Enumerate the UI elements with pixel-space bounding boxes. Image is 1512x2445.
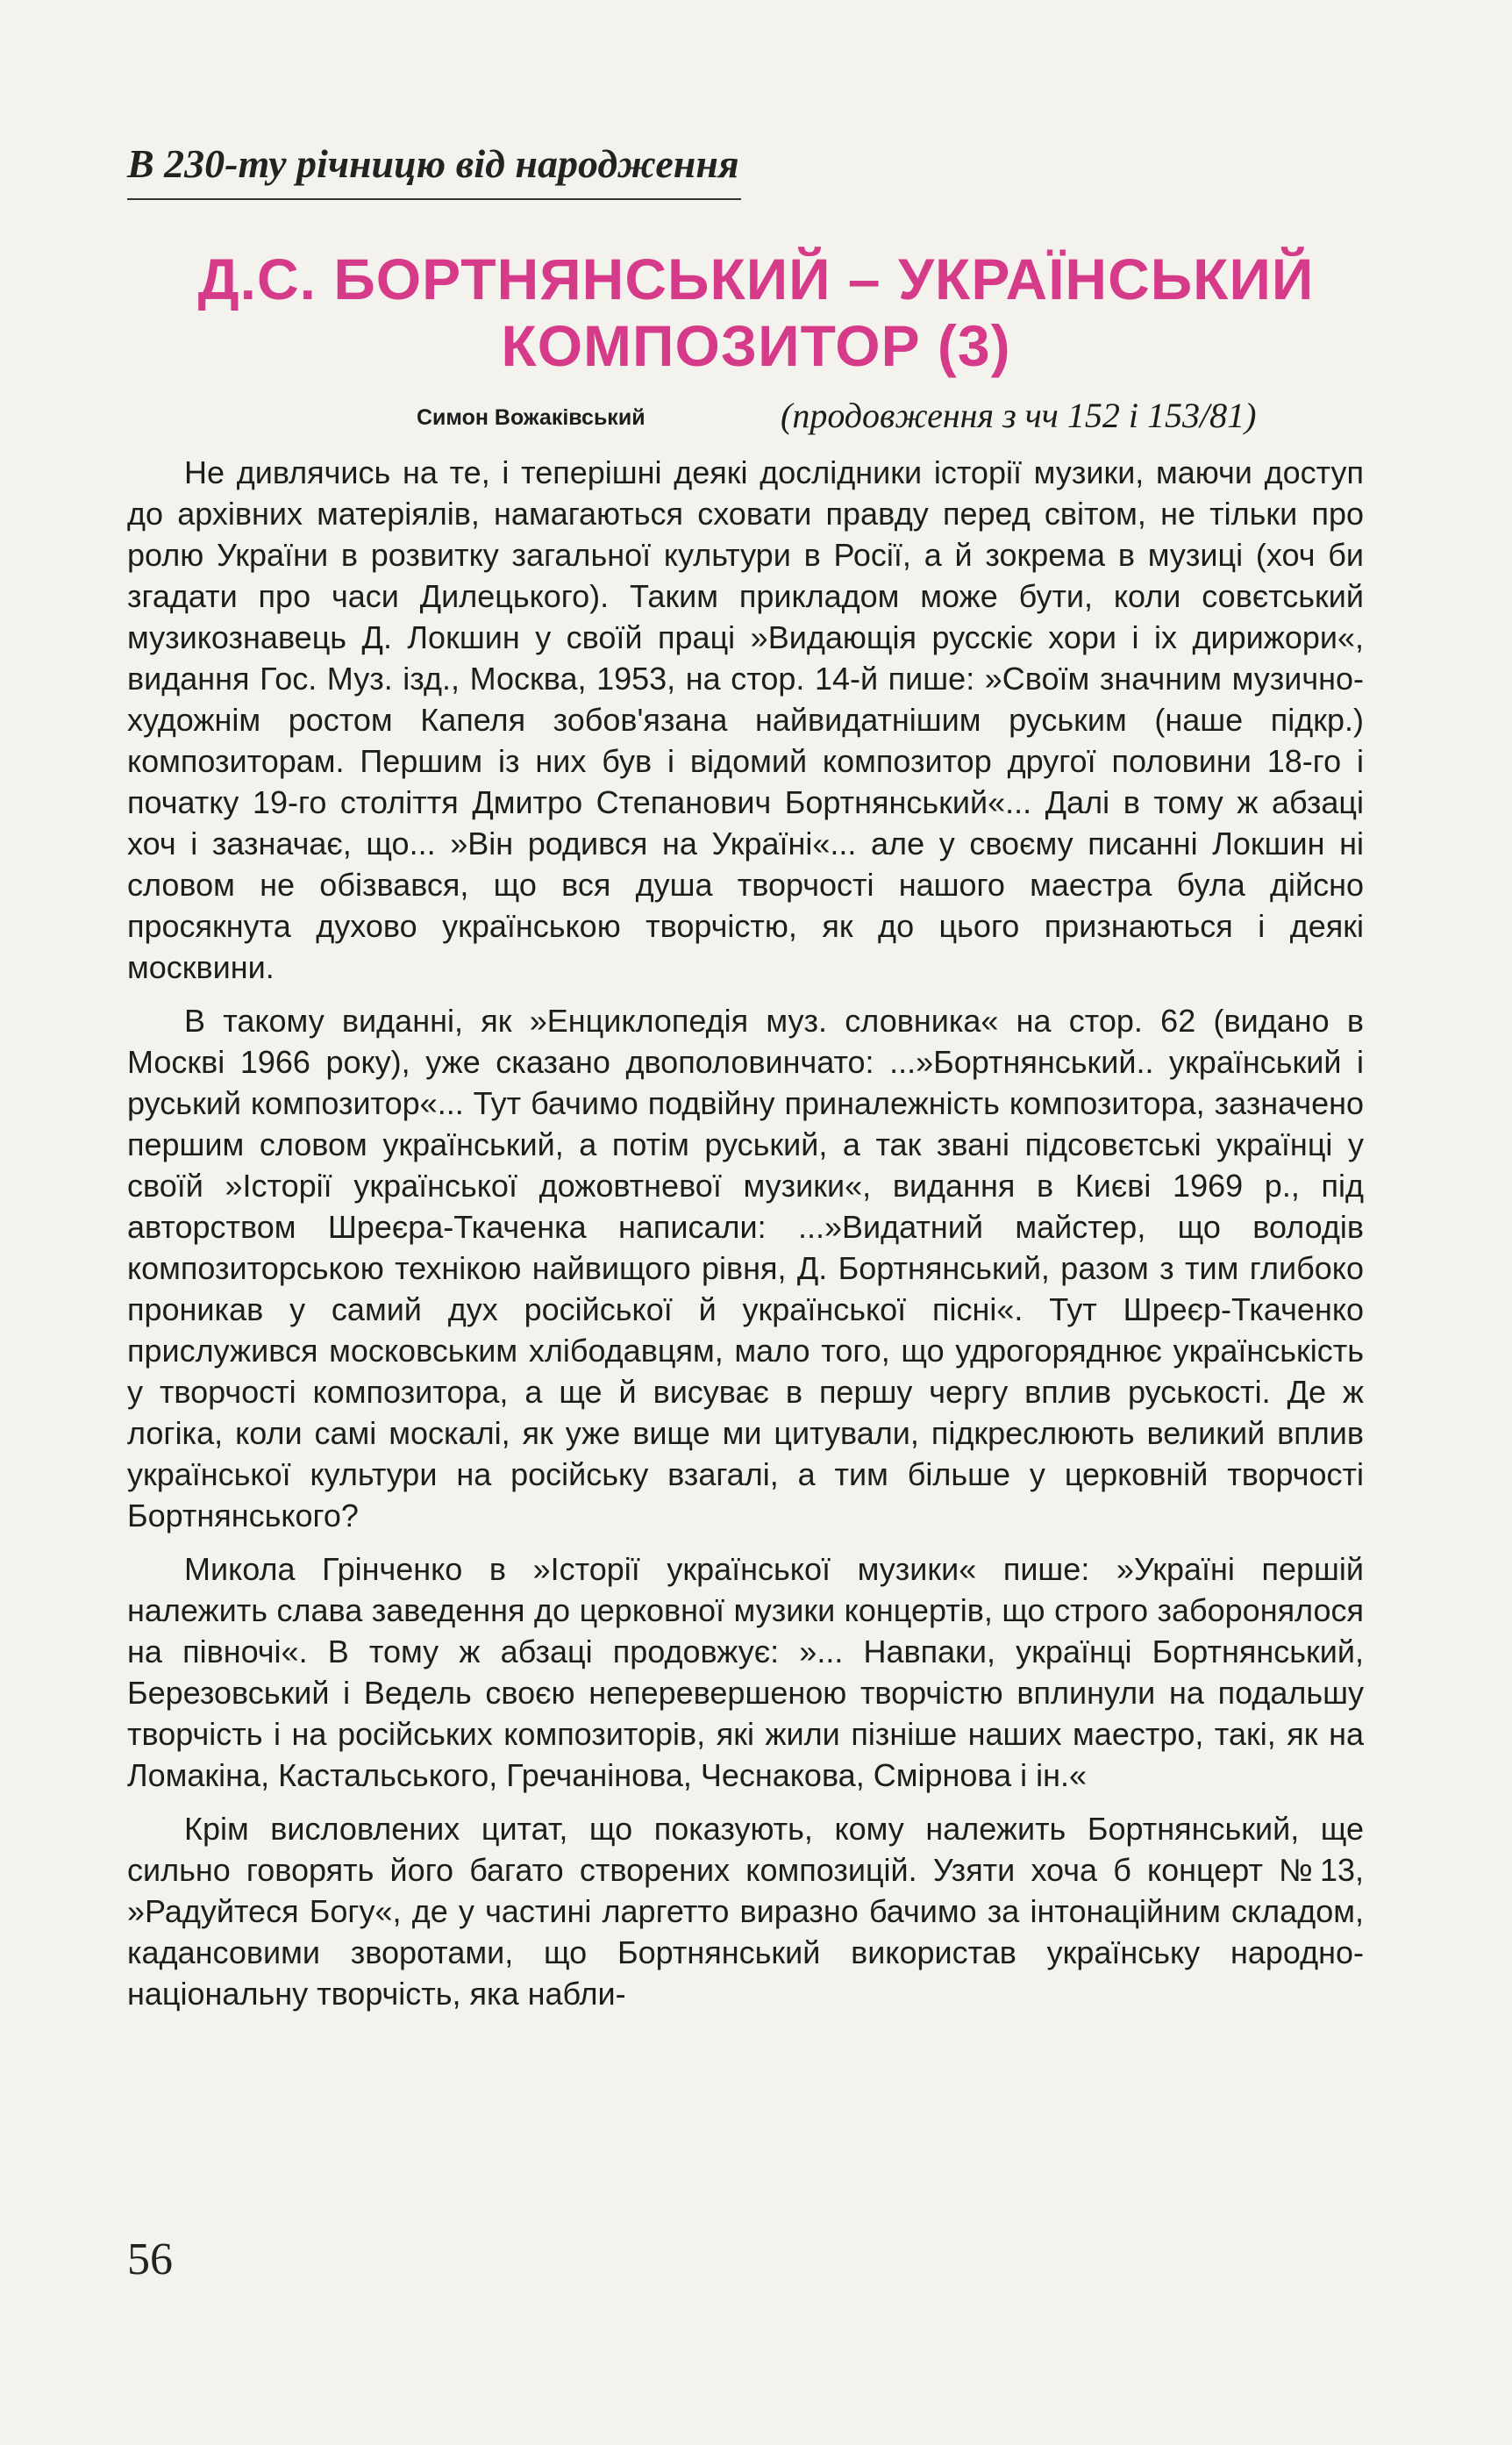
article-title-line-1: Д.С. БОРТНЯНСЬКИЙ – УКРАЇНСЬКИЙ <box>197 247 1315 311</box>
paragraph-1: Не дивлячись на те, і теперішні деякі дослідники історії музики, маючи доступ до архівних матеріялів, намагаються сховати правду перед світом, не тільки про ролю України в розвитку загальної культури в Росії, а й зокрема в музиці (хоч би згадати про часи Дилецького). Таким прикладом може бути, коли совєтський музикознавець Д. Локшин у своїй праці »Видающія русскіє хори і іх дирижори«, видання Гос. Муз. ізд., Москва, 1953, на стор. 14-й пише: »Своїм значним музично-художнім ростом Капеля зобов'язана найвидатнішим руським (наше підкр.) композиторам. Першим із них був і відомий композитор другої половини 18-го і початку 19-го століття Дмитро Степанович Бортнянський«... Далі в тому ж абзаці хоч і зазначає, що... »Він родився на Україні«... але у своєму писанні Локшин ні словом не обізвався, що вся душа творчості нашого маестра була дійсно просякнута духово українською творчістю, як до цього признаються і деякі москвини. <box>127 454 1364 985</box>
article-body <box>127 452 1364 2027</box>
article-title-line-2: КОМПОЗИТОР (3) <box>501 313 1011 378</box>
paragraph-3: Микола Грінченко в »Історії української музики« пише: »Україні першій належить слава заведення до церковної музики концертів, що строго заборонялося на півночі«. В тому ж абзаці продовжує: »... Навпаки, українці Бортнянський, Березовський і Ведель своєю неперевершеною творчістю вплинули на подальшу творчість і на російських композиторів, які жили пізніше наших маестро, такі, як на Ломакіна, Кастальського, Гречанінова, Чеснакова, Смірнова і ін.« <box>127 1551 1364 1793</box>
paragraph-2: В такому виданні, як »Енциклопедія муз. словника« на стор. 62 (видано в Москві 1966 року), уже сказано двополовинчато: ...»Бортнянський.. український і руський композитор«... Тут бачимо подвійну приналежність композитора, зазначено першим словом український, а потім руський, а так звані підсовєтські українці у своїй »Історії української дожовтневої музики«, видання в Києві 1969 р., під авторством Шреєра-Ткаченка написали: ...»Видатний майстер, що володів композиторською технікою найвищого рівня, Д. Бортнянський, разом з тим глибоко проникав у самий дух російської й української пісні«. Тут Шреєр-Ткаченко прислужився московським хлібодавцям, мало того, що удрогоряднює українськість у творчості композитора, а ще й висуває в першу чергу вплив руськості. Де ж логіка, коли самі москалі, як уже вище ми цитували, підкреслюють великий вплив української культури на російську взагалі, а тим більше у церковній творчості Бортнянського? <box>127 1003 1364 1533</box>
byline <box>127 395 1364 439</box>
author-name: Симон Вожаківський <box>417 405 645 430</box>
section-header: В 230-ту річницю від народження <box>127 141 739 186</box>
continuation-note: (продовження з чч 152 і 153/81) <box>781 396 1257 435</box>
header-rule <box>127 198 741 200</box>
paragraph-4: Крім висловлених цитат, що показують, кому належить Бортнянський, ще сильно говорять його багато створених композицій. Узяти хоча б концерт №13, »Радуйтеся Богу«, де у частині ларгетто виразно бачимо за інтонаційним складом, кадансовими зворотами, що Бортнянський використав українську народно-національну творчість, яка набли- <box>127 1811 1364 2012</box>
page-number: 56 <box>127 2234 173 2284</box>
article-title <box>96 246 1416 379</box>
